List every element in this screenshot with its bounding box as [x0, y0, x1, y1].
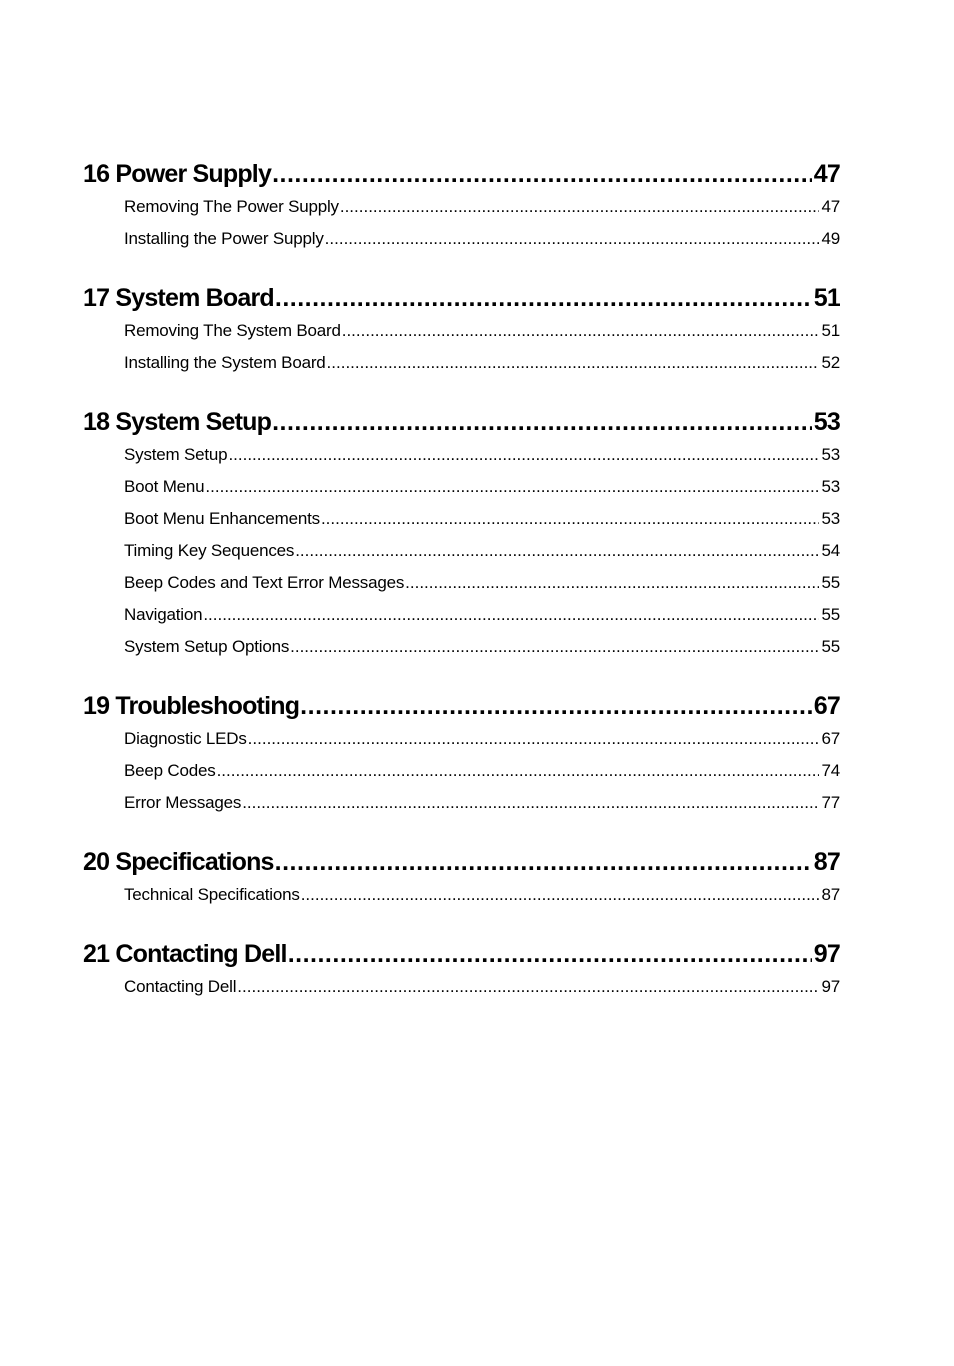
chapter-title: 18 System Setup	[83, 408, 272, 436]
dot-leader	[275, 845, 812, 879]
toc-chapter	[83, 845, 840, 911]
section-title: Timing Key Sequences	[124, 541, 295, 560]
dot-leader	[242, 787, 819, 819]
toc-chapter	[83, 937, 840, 1003]
section-title: System Setup	[124, 445, 228, 464]
dot-leader	[275, 281, 812, 315]
toc-section-entry[interactable]	[124, 223, 840, 255]
toc-chapter-entry[interactable]	[83, 689, 840, 723]
section-page-number: 47	[821, 197, 840, 216]
chapter-page-number: 51	[813, 284, 840, 312]
toc-section-entry[interactable]	[124, 439, 840, 471]
toc-chapter-entry[interactable]	[83, 937, 840, 971]
dot-leader	[301, 879, 820, 911]
section-title: Installing the Power Supply	[124, 229, 324, 248]
section-title: Beep Codes and Text Error Messages	[124, 573, 405, 592]
section-title: Removing The System Board	[124, 321, 341, 340]
toc-chapter	[83, 405, 840, 663]
toc-chapter-entry[interactable]	[83, 845, 840, 879]
section-page-number: 55	[821, 637, 840, 656]
toc-chapter	[83, 281, 840, 379]
section-page-number: 53	[821, 509, 840, 528]
chapter-page-number: 53	[813, 408, 840, 436]
dot-leader	[340, 191, 820, 223]
toc-section-entry[interactable]	[124, 971, 840, 1003]
toc-chapter	[83, 689, 840, 819]
section-page-number: 97	[821, 977, 840, 996]
toc-section-entry[interactable]	[124, 787, 840, 819]
dot-leader	[295, 535, 819, 567]
dot-leader	[327, 347, 820, 379]
toc-chapter-entry[interactable]	[83, 281, 840, 315]
toc-section-entry[interactable]	[124, 503, 840, 535]
section-page-number: 55	[821, 573, 840, 592]
chapter-title: 19 Troubleshooting	[83, 692, 300, 720]
section-page-number: 51	[821, 321, 840, 340]
dot-leader	[405, 567, 819, 599]
section-title: Beep Codes	[124, 761, 216, 780]
chapter-page-number: 97	[813, 940, 840, 968]
toc-section-entry[interactable]	[124, 567, 840, 599]
dot-leader	[300, 689, 812, 723]
dot-leader	[237, 971, 819, 1003]
toc-section-entry[interactable]	[124, 723, 840, 755]
toc-section-entry[interactable]	[124, 599, 840, 631]
section-title: Navigation	[124, 605, 203, 624]
toc-chapter-entry[interactable]	[83, 157, 840, 191]
section-page-number: 53	[821, 477, 840, 496]
dot-leader	[290, 631, 819, 663]
dot-leader	[248, 723, 820, 755]
dot-leader	[342, 315, 820, 347]
section-title: Contacting Dell	[124, 977, 237, 996]
toc-section-entry[interactable]	[124, 755, 840, 787]
section-page-number: 67	[821, 729, 840, 748]
section-page-number: 53	[821, 445, 840, 464]
toc-section-entry[interactable]	[124, 879, 840, 911]
chapter-title: 16 Power Supply	[83, 160, 272, 188]
section-title: Installing the System Board	[124, 353, 326, 372]
toc-section-entry[interactable]	[124, 315, 840, 347]
table-of-contents	[83, 157, 840, 1003]
toc-section-entry[interactable]	[124, 471, 840, 503]
chapter-page-number: 47	[813, 160, 840, 188]
dot-leader	[272, 405, 812, 439]
dot-leader	[205, 471, 819, 503]
section-page-number: 74	[821, 761, 840, 780]
section-page-number: 55	[821, 605, 840, 624]
dot-leader	[272, 157, 812, 191]
dot-leader	[203, 599, 819, 631]
toc-section-entry[interactable]	[124, 535, 840, 567]
dot-leader	[217, 755, 820, 787]
section-title: System Setup Options	[124, 637, 290, 656]
toc-section-entry[interactable]	[124, 347, 840, 379]
toc-section-entry[interactable]	[124, 191, 840, 223]
section-title: Technical Specifications	[124, 885, 300, 904]
section-title: Boot Menu Enhancements	[124, 509, 320, 528]
section-title: Removing The Power Supply	[124, 197, 339, 216]
toc-chapter	[83, 157, 840, 255]
chapter-page-number: 87	[813, 848, 840, 876]
section-title: Error Messages	[124, 793, 242, 812]
section-page-number: 77	[821, 793, 840, 812]
dot-leader	[288, 937, 812, 971]
section-page-number: 87	[821, 885, 840, 904]
dot-leader	[228, 439, 819, 471]
chapter-page-number: 67	[813, 692, 840, 720]
section-page-number: 54	[821, 541, 840, 560]
chapter-title: 17 System Board	[83, 284, 274, 312]
dot-leader	[321, 503, 820, 535]
toc-chapter-entry[interactable]	[83, 405, 840, 439]
section-page-number: 49	[821, 229, 840, 248]
dot-leader	[325, 223, 820, 255]
section-page-number: 52	[821, 353, 840, 372]
chapter-title: 20 Specifications	[83, 848, 274, 876]
toc-section-entry[interactable]	[124, 631, 840, 663]
chapter-title: 21 Contacting Dell	[83, 940, 287, 968]
section-title: Boot Menu	[124, 477, 205, 496]
section-title: Diagnostic LEDs	[124, 729, 247, 748]
